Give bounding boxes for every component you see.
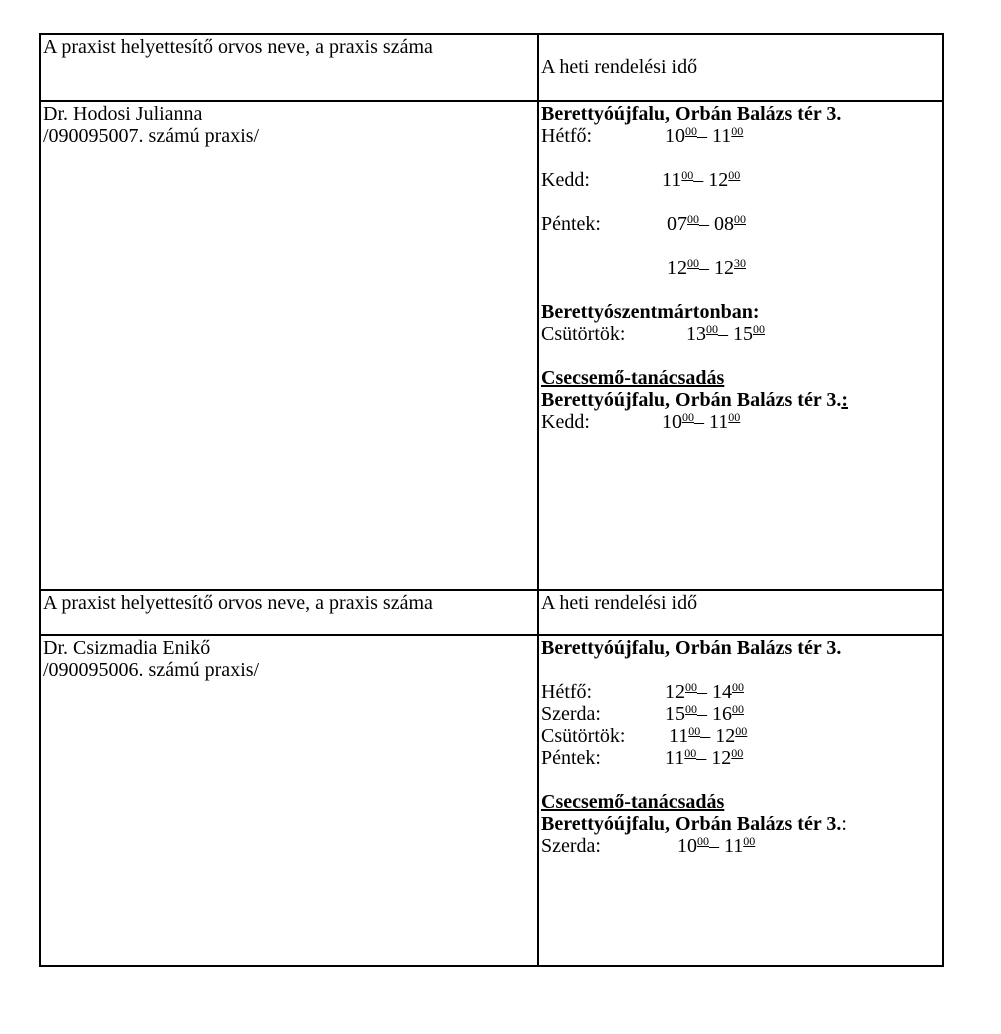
time-range: $13^{00}-$ $15^{00}$ [686,322,765,345]
header-row [40,34,943,101]
hours-line [541,703,940,725]
doctor-info-cell [40,635,538,966]
practice-number: /090095007. számú praxis/ [43,125,260,147]
doctor-name: Dr. Csizmadia Enikő [43,637,211,659]
day-label: Szerda: [541,703,601,725]
day-label: Csütörtök: [541,725,626,747]
doctor-info-cell [40,101,538,590]
time-range: $12^{00}-$ $14^{00}$ [665,680,744,703]
header-hours-label: A heti rendelési idő [541,592,698,614]
time-range: $11^{00}-$ $12^{00}$ [669,724,748,747]
hours-cell [538,101,943,590]
location-heading: Berettyószentmártonban: [541,301,760,323]
header-doctor-cell [40,34,538,101]
schedule-table [39,33,944,967]
doctor-name: Dr. Hodosi Julianna [43,103,203,125]
time-range: $11^{00}-$ $12^{00}$ [665,746,744,769]
time-range: $10^{00}-$ $11^{00}$ [665,124,744,147]
hours-line [541,681,940,703]
hours-line [541,747,940,769]
time-range: $12^{00}-$ $12^{30}$ [667,256,746,279]
header-doctor-label: A praxist helyettesítő orvos neve, a praxis száma [43,592,433,614]
hours-line [541,323,940,345]
header-row [40,590,943,635]
spacer [541,279,940,301]
day-label: Csütörtök: [541,323,626,345]
hours-line [541,169,940,191]
header-doctor-cell [40,590,538,635]
practice-number: /090095006. számú praxis/ [43,659,260,681]
hours-line [541,411,940,433]
spacer [541,769,940,791]
infant-care-title: Csecsemő-tanácsadás [541,367,725,389]
day-label: Péntek: [541,213,601,235]
infant-care-location: Berettyóújfalu, Orbán Balázs tér 3.: [541,813,847,835]
day-label: Hétfő: [541,681,593,703]
spacer [541,659,940,681]
spacer [541,147,940,169]
time-range: $07^{00}-$ $08^{00}$ [667,212,746,235]
hours-line [541,213,940,235]
location-heading: Berettyóújfalu, Orbán Balázs tér 3. [541,103,842,125]
day-label: Hétfő: [541,125,593,147]
header-hours-cell [538,34,943,101]
infant-care-title: Csecsemő-tanácsadás [541,791,725,813]
hours-line [541,835,940,857]
time-range: $10^{00}-$ $11^{00}$ [677,834,756,857]
header-hours-cell [538,590,943,635]
header-doctor-label: A praxist helyettesítő orvos neve, a praxis száma [43,36,433,58]
hours-line [541,257,940,279]
time-range: $10^{00}-$ $11^{00}$ [662,410,741,433]
time-range: $15^{00}-$ $16^{00}$ [665,702,744,725]
day-label: Kedd: [541,411,590,433]
doctor-row [40,635,943,966]
hours-cell [538,635,943,966]
day-label: Kedd: [541,169,590,191]
spacer [541,191,940,213]
header-hours-label: A heti rendelési idő [541,56,698,78]
location-heading: Berettyóújfalu, Orbán Balázs tér 3. [541,637,842,659]
doctor-row [40,101,943,590]
spacer [541,235,940,257]
day-label: Péntek: [541,747,601,769]
hours-line [541,125,940,147]
hours-line [541,725,940,747]
day-label: Szerda: [541,835,601,857]
time-range: $11^{00}-$ $12^{00}$ [662,168,741,191]
infant-care-location: Berettyóújfalu, Orbán Balázs tér 3.: [541,389,849,411]
spacer [541,345,940,367]
